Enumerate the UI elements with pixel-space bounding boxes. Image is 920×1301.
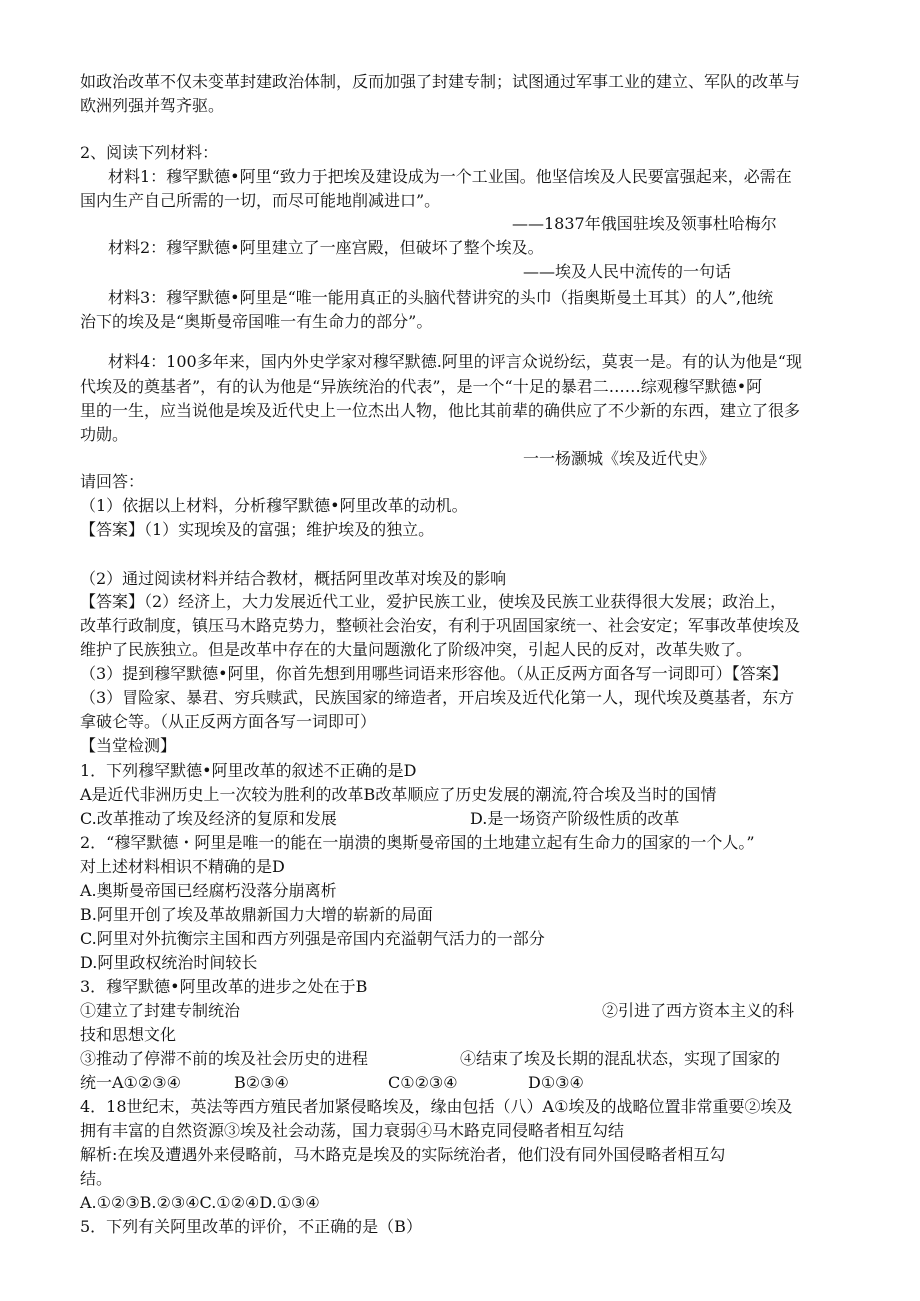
text-line: 里的一生，应当说他是埃及近代史上一位杰出人物，他比其前辈的确供应了不少新的东西，建立了很多 xyxy=(80,401,801,420)
text-line: 欧洲列强并驾齐驱。 xyxy=(80,96,225,115)
choice-a: 统一A①②③④ xyxy=(80,1073,181,1092)
source-attribution: ——埃及人民中流传的一句话 xyxy=(523,262,732,281)
option-d: D.是一场资产阶级性质的改革 xyxy=(470,809,680,828)
text-line: 改革行政制度，镇压马木路克势力，整顿社会治安，有利于巩固国家统一、社会安定；军事改革使埃及 xyxy=(80,616,801,635)
text-line: 治下的埃及是“奥斯曼帝国唯一有生命力的部分”。 xyxy=(80,312,433,331)
explanation: 解析:在埃及遭遇外来侵略前，马木路克是埃及的实际统治者，他们没有同外国侵略者相互勾 xyxy=(80,1145,726,1164)
options: A是近代非洲历史上一次较为胜利的改革B改革顺应了历史发展的潮流,符合埃及当时的国情 xyxy=(80,785,717,804)
text-line: 如政治改革不仅未变革封建政治体制，反而加强了封建专制；试图通过军事工业的建立、军队的改革与 xyxy=(80,72,801,91)
answer: （3）冒险家、暴君、穷兵赎武，民族国家的缔造者，开启埃及近代化第一人，现代埃及奠基者，东方 xyxy=(80,688,795,707)
question-heading: 2、阅读下列材料： xyxy=(80,143,219,162)
sub-question: （1）依据以上材料，分析穆罕默德•阿里改革的动机。 xyxy=(80,496,468,515)
text-line: 结。 xyxy=(80,1169,113,1188)
section-heading: 【当堂检测】 xyxy=(80,736,177,755)
text-line: 拿破仑等。（从正反两方面各写一词即可） xyxy=(80,712,377,731)
choices: A.①②③B.②③④C.①②④D.①③④ xyxy=(80,1193,320,1212)
option-b: B.阿里开创了埃及革故鼎新国力大增的崭新的局面 xyxy=(80,905,433,924)
prompt: 请回答： xyxy=(80,472,145,491)
text-line: 代埃及的奠基者”，有的认为他是“异族统治的代表”，是一个“十足的暴君二……综观穆罕默德•阿 xyxy=(80,377,763,396)
option-item: ③推动了停滞不前的埃及社会历史的进程 xyxy=(80,1049,369,1068)
question-4: 4．18世纪末，英法等西方殖民者加紧侵略埃及，缘由包括（八）A①埃及的战略位置非常重要②埃及 xyxy=(80,1097,793,1116)
answer: 【答案】（2）经济上，大力发展近代工业，爱护民族工业，使埃及民族工业获得很大发展；政治上， xyxy=(80,592,787,611)
option-item: ②引进了西方资本主义的科 xyxy=(602,1001,795,1020)
answer: 【答案】（1）实现埃及的富强；维护埃及的独立。 xyxy=(80,520,435,539)
choice-c: C①②③④ xyxy=(388,1073,458,1092)
question-2: 2．“穆罕默德・阿里是唯一的能在一崩溃的奥斯曼帝国的土地建立起有生命力的国家的一个人。” xyxy=(80,833,755,852)
text-line: 维护了民族独立。但是改革中存在的大量问题激化了阶级冲突，引起人民的反对，改革失败了。 xyxy=(80,640,753,659)
source-attribution: ——1837年俄国驻埃及领事杜哈梅尔 xyxy=(512,214,777,233)
material-1: 材料1：穆罕默德•阿里“致力于把埃及建设成为一个工业国。他坚信埃及人民要富强起来，必需在 xyxy=(108,167,792,186)
text-line: 国内生产自己所需的一切，而尽可能地削减进口”。 xyxy=(80,191,441,210)
text-line: 拥有丰富的自然资源③埃及社会动荡，国力衰弱④马木路克同侵略者相互勾结 xyxy=(80,1121,625,1140)
choice-d: D①③④ xyxy=(528,1073,584,1092)
question-5: 5．下列有关阿里改革的评价，不正确的是（B） xyxy=(80,1217,422,1236)
text-line: 对上述材料相识不精确的是D xyxy=(80,857,285,876)
option-a: A.奥斯曼帝国已经腐朽没落分崩离析 xyxy=(80,881,337,900)
option-item: ④结束了埃及长期的混乱状态，实现了国家的 xyxy=(460,1049,781,1068)
material-3: 材料3：穆罕默德•阿里是“唯一能用真正的头脑代替讲究的头巾（指奥斯曼土耳其）的人”,他统 xyxy=(108,288,774,307)
material-2: 材料2：穆罕默德•阿里建立了一座宫殿，但破坏了整个埃及。 xyxy=(108,238,544,257)
text-line: 功勋。 xyxy=(80,425,129,444)
option-item: ①建立了封建专制统治 xyxy=(80,1001,241,1020)
option-c: C.改革推动了埃及经济的复原和发展 xyxy=(80,809,337,828)
text-line: 技和思想文化 xyxy=(80,1025,177,1044)
option-d: D.阿里政权统治时间较长 xyxy=(80,953,258,972)
question-1: 1．下列穆罕默德•阿里改革的叙述不正确的是D xyxy=(80,761,417,780)
choice-b: B②③④ xyxy=(234,1073,289,1092)
option-c: C.阿里对外抗衡宗主国和西方列强是帝国内充溢朝气活力的一部分 xyxy=(80,929,545,948)
source-attribution: 一一杨灏城《埃及近代史》 xyxy=(523,449,716,468)
question-3: 3．穆罕默德•阿里改革的进步之处在于B xyxy=(80,977,368,996)
sub-question: （3）提到穆罕默德•阿里，你首先想到用哪些词语来形容他。（从正反两方面各写一词即可）【答案】 xyxy=(80,664,788,683)
material-4: 材料4：100多年来，国内外史学家对穆罕默德.阿里的评言众说纷纭，莫衷一是。有的认为他是“现 xyxy=(108,352,802,371)
sub-question: （2）通过阅读材料并结合教材，概括阿里改革对埃及的影响 xyxy=(80,569,507,588)
